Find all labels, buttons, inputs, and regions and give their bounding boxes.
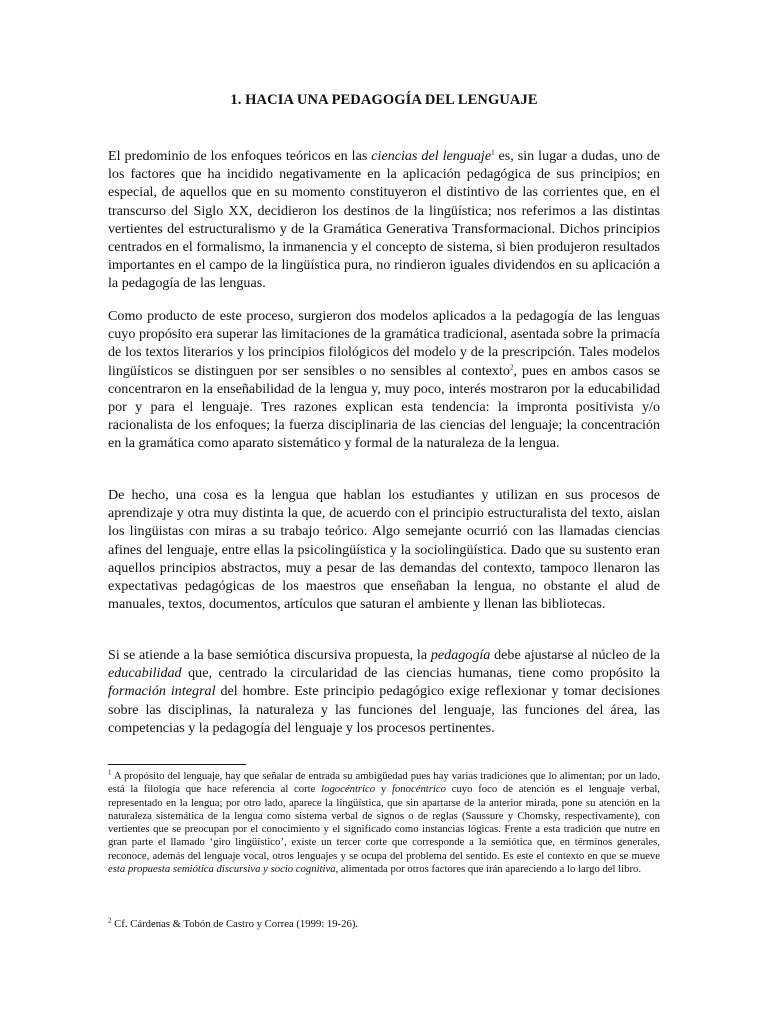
footnote-1-text-c: cuyo foco de atención es el lenguaje verbal, representado en la lengua; por otro lado, aparece la lingüística, que sin apartarse de la anterior mirada, pone su atención en la naturaleza sistemática de la lengua como sistema verbal de signos o de reglas (Saussure y Chomsky, respectivamente), con vertientes que se preocupan por el conocimiento y el significado como instancias lógicas. Frente a esta tradición que nutre en gran parte el llamado ‘giro lingüístico’, existe un tercer corte que corresponde a la semiótica que, en términos generales, reconoce, además del lenguaje vocal, otros lenguajes y se ocupa del problema del sentido. Es este el contexto en que se mueve (108, 783, 661, 862)
paragraph-2-text-b: , pues en ambos casos se concentraron en la enseñabilidad de la lengua y, muy poco, interés mostraron por la educabilidad por y para el lenguaje. Tres razones explican esta tendencia: la impronta positivista y/o racionalista de los enfoques; la fuerza disciplinaria de las ciencias del lenguaje; la concentración en la gramática como aparato sistemático y formal de la naturaleza de la lengua. (108, 362, 661, 452)
emphasis-pedagogia: pedagogía (430, 647, 491, 663)
footnote-1-text-b: y (375, 783, 392, 796)
emphasis-educabilidad: educabilidad (108, 665, 182, 682)
footnote-ref-1[interactable]: 1 (491, 148, 495, 157)
emphasis-formacion-integral: formación integral (108, 683, 216, 700)
footnote-1-text-d: , alimentada por otros factores que irán apareciendo a lo largo del libro. (335, 863, 642, 876)
paragraph-3: De hecho, una cosa es la lengua que hablan los estudiantes y utilizan en sus procesos de aprendizaje y otra muy distinta la que, de acuerdo con el principio estructuralista del texto, aislan los lingüistas con miras a su trabajo teórico. Algo semejante ocurrió con las llamadas ciencias afines del lenguaje, entre ellas la psicolingüística y la sociolingüística. Dado que su sustento eran aquellos principios abstractos, muy a pesar de las demandas del contexto, tampoco llenaron las expectativas pedagógicas de los maestros que enseñaban la lengua, no obstante el alud de manuales, textos, documentos, artículos que saturan el ambiente y llenan las bibliotecas. (108, 487, 660, 613)
emphasis-fonocentrico: fonocéntrico (391, 783, 446, 796)
paragraph-1-text-a: El predominio de los enfoques teóricos en las (108, 148, 372, 164)
footnote-ref-2[interactable]: 2 (509, 362, 514, 371)
chapter-title: 1. HACIA UNA PEDAGOGÍA DEL LENGUAJE (230, 92, 538, 108)
emphasis-propuesta-semiotica: esta propuesta semiótica discursiva y socio cognitiva (108, 863, 336, 876)
footnote-1-mark: 1 (108, 768, 112, 777)
paragraph-4-text-c: que, centrado la circularidad de las ciencias humanas, tiene como propósito la (181, 665, 660, 682)
paragraph-2-text-a: Como producto de este proceso, surgieron dos modelos aplicados a la pedagogía de las lenguas cuyo propósito era superar las limitaciones de la gramática tradicional, asentada sobre la primacía de los textos literarios y los principios filológicos del modelo y de la prescripción. Tales modelos lingüísticos se distinguen por ser sensibles o no sensibles al contexto (108, 308, 660, 379)
paragraph-1 (108, 147, 660, 293)
emphasis-ciencias-del-lenguaje: ciencias del lenguaje (371, 148, 492, 164)
paragraph-4-text-d: del hombre. Este principio pedagógico exige reflexionar y tomar decisiones sobre las disciplinas, la naturaleza y las funciones del lenguaje, las funciones del área, las competencias y la pedagogía del lenguaje y los procesos pertinentes. (108, 683, 660, 736)
paragraph-2 (108, 307, 660, 453)
footnote-2-mark: 2 (108, 916, 112, 925)
emphasis-logocentrico: logocéntrico (321, 783, 376, 796)
paragraph-1-text-b: es, sin lugar a dudas, uno de los factores que ha incidido negativamente en la aplicación pedagógica de sus principios; en especial, de aquellos que en su momento constituyeron el distintivo de las corrientes que, en el transcurso del Siglo XX, decidieron los destinos de la lingüística; nos referimos a las distintas vertientes del estructuralismo y de la Gramática Generativa Transformacional. Dichos principios centrados en el formalismo, la inmanencia y el concepto de sistema, si bien produjeron resultados importantes en el campo de la lingüística pura, no rindieron iguales dividendos en su aplicación a la pedagogía de las lenguas. (108, 148, 661, 292)
footnote-2-text: Cf. Cárdenas & Tobón de Castro y Correa (1999: 19-26). (111, 918, 359, 930)
footnote-1 (108, 770, 660, 876)
footnote-1-text-a: A propósito del lenguaje, hay que señalar de entrada su ambigüedad pues hay varias tradiciones que lo alimentan; por un lado, está la filología que hace referencia al corte (108, 770, 660, 796)
footnote-2 (108, 918, 660, 931)
footnote-separator (108, 764, 246, 765)
paragraph-4-text-b: debe ajustarse al núcleo de la (490, 647, 661, 663)
paragraph-4-text-a: Si se atiende a la base semiótica discursiva propuesta, la (108, 647, 431, 663)
paragraph-4 (108, 646, 660, 737)
